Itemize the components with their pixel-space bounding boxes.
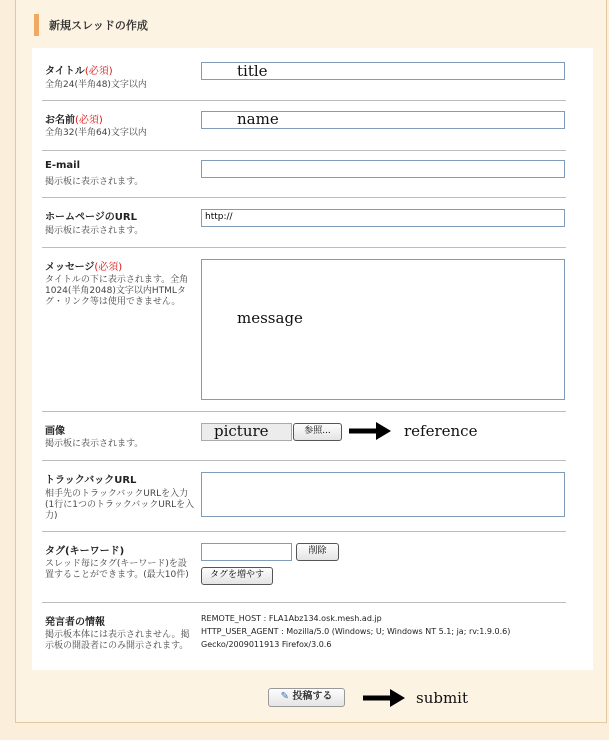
row-divider xyxy=(42,247,566,248)
trackback-textarea[interactable] xyxy=(201,472,565,517)
homepage-label: ホームページのURL xyxy=(45,212,137,223)
title-label: タイトル(必須) xyxy=(45,66,113,77)
browse-button[interactable]: 参照... xyxy=(293,423,342,441)
email-input[interactable] xyxy=(201,160,565,178)
title-note: 全角24(半角48)文字以内 xyxy=(45,80,147,90)
arrow-right-icon xyxy=(348,420,392,442)
tags-note: スレッド毎にタグ(キーワード)を設置することができます。(最大10件) xyxy=(45,559,189,580)
tag-input[interactable] xyxy=(201,543,292,561)
row-divider xyxy=(42,150,566,151)
tags-label: タグ(キーワード) xyxy=(45,546,125,557)
row-divider xyxy=(42,197,566,198)
image-note: 掲示板に表示されます。 xyxy=(45,439,144,449)
message-label: メッセージ(必須) xyxy=(45,262,123,273)
message-note: タイトルの下に表示されます。全角1024(半角2048)文字以内HTMLタグ・リンク等は使用できません。 xyxy=(45,275,189,307)
submit-annotation: submit xyxy=(416,689,469,707)
poster-info-label: 発言者の情報 xyxy=(45,617,105,628)
submit-label: 投稿する xyxy=(292,691,333,702)
message-overlay-text: message xyxy=(237,309,303,327)
row-divider xyxy=(42,460,566,461)
section-header xyxy=(34,14,599,36)
required-mark: (必須) xyxy=(94,262,123,273)
pencil-icon: ✎ xyxy=(280,691,289,702)
email-label: E-mail xyxy=(45,160,81,171)
message-textarea[interactable] xyxy=(201,259,565,400)
poster-info-note: 掲示板本体には表示されません。掲示板の開設者にのみ開示されます。 xyxy=(45,630,190,651)
row-divider xyxy=(42,602,566,603)
name-overlay-text: name xyxy=(237,110,279,128)
homepage-note: 掲示板に表示されます。 xyxy=(45,226,144,236)
title-overlay-text: title xyxy=(237,62,268,80)
add-tag-button[interactable]: タグを増やす xyxy=(201,567,273,585)
remote-host: REMOTE_HOST : FLA1Abz134.osk.mesh.ad.jp xyxy=(201,614,382,623)
required-mark: (必須) xyxy=(75,115,103,126)
name-label: お名前(必須) xyxy=(45,115,103,126)
arrow-right-icon xyxy=(362,687,406,709)
reference-annotation: reference xyxy=(404,422,478,440)
name-note: 全角32(半角64)文字以内 xyxy=(45,128,147,138)
trackback-label: トラックバックURL xyxy=(45,475,137,486)
delete-tag-button[interactable]: 削除 xyxy=(296,543,339,561)
section-title: 新規スレッドの作成 xyxy=(49,19,148,32)
trackback-note: 相手先のトラックバックURLを入力(1行に1つのトラックバックURLを入力) xyxy=(45,489,195,521)
row-divider xyxy=(42,100,566,101)
row-divider xyxy=(42,531,566,532)
image-label: 画像 xyxy=(45,426,65,437)
submit-button[interactable] xyxy=(268,688,345,707)
user-agent-continued: Gecko/2009011913 Firefox/3.0.6 xyxy=(201,640,332,649)
homepage-input[interactable]: http:// xyxy=(201,209,565,227)
email-note: 掲示板に表示されます。 xyxy=(45,177,144,187)
user-agent: HTTP_USER_AGENT : Mozilla/5.0 (Windows; U; Windows NT 5.1; ja; rv:1.9.0.6) xyxy=(201,627,511,636)
picture-overlay-text: picture xyxy=(214,422,269,440)
row-divider xyxy=(42,411,566,412)
required-mark: (必須) xyxy=(84,66,113,77)
